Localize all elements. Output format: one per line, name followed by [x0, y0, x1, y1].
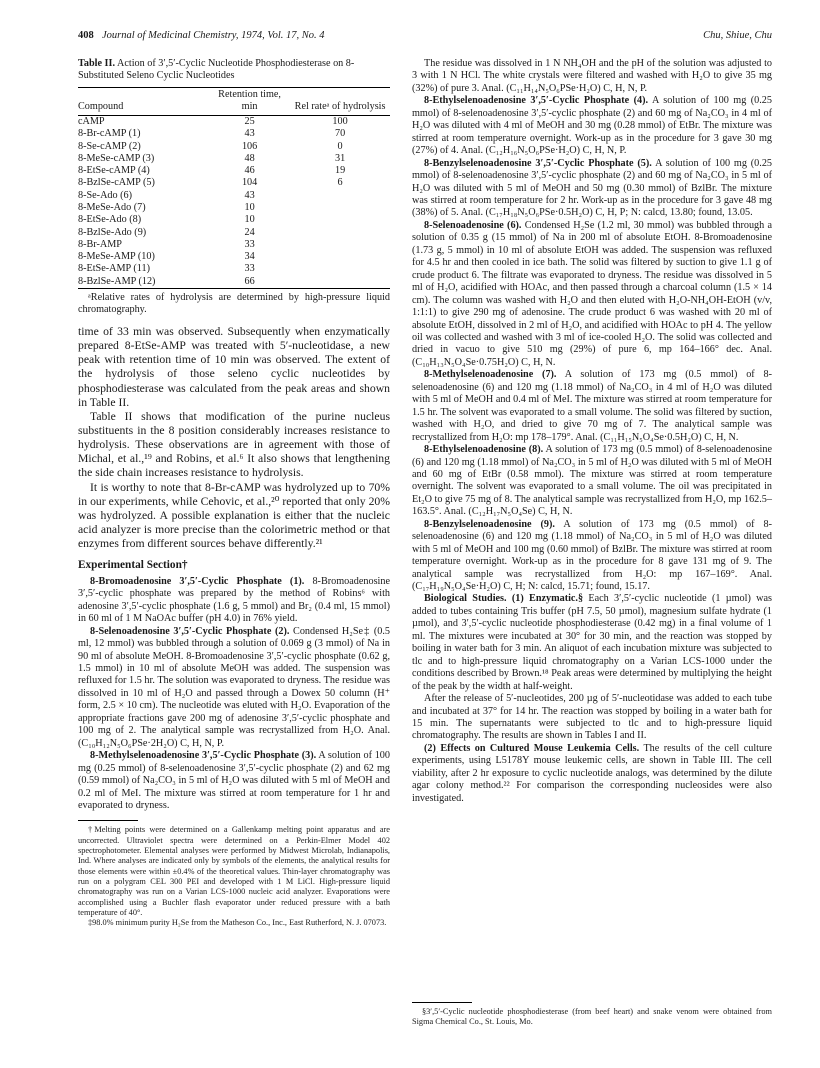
paragraph-text: Each 3′,5′-cyclic nucleotide (1 µmol) was added to tubes containing Tris buffer (pH 7.5, 50 µmol), magnesium sulfate hydrate (1 µmol), and 3′,5′-cyclic nucleotide phosphodiesterase (0.42 mg) in a final volume of 1 ml. The mixtures were incubated at 30° for 30 min, and the reaction was stopped by boiling in water bath for 3 min. An aliquot of each incubation mixture was subjected to tlc and to high-pressure liquid chromatography on a Varian LCS-1000 under the conditions described by Brown.¹⁸ Peak areas were determined by multiplying the height of the peak by the width at half-weight.: [412, 593, 772, 692]
cell-compound: 8-MeSe-Ado (7): [78, 201, 146, 213]
page-number: 408: [78, 30, 94, 41]
cell-retention-time: 24: [244, 226, 255, 238]
cell-retention-time: 43: [244, 128, 255, 140]
paragraph-heading: 8-Methylselenoadenosine 3′,5′-Cyclic Phosphate (3).: [90, 750, 317, 762]
cell-retention-time: 10: [244, 201, 255, 213]
footnote-rule: [412, 1002, 472, 1003]
cell-compound: 8-BzlSe-cAMP (5): [78, 177, 155, 189]
paragraph-heading: 8-Selenoadenosine 3′,5′-Cyclic Phosphate (2).: [90, 625, 290, 637]
body-paragraph: Table II shows that modification of the purine nucleus substituents in the 8 position considerably increases resistance to hydrolysis. These observations are in agreement with those of Michal, et al.,¹⁹ and Robins, et al.⁶ It also shows that lengthening the side chain increases resistance to hydrolysis.: [78, 409, 390, 480]
table-header-retention: Retention time, min: [209, 87, 290, 115]
cell-retention-time: 104: [241, 177, 258, 189]
experimental-paragraph: [78, 576, 390, 626]
cell-rel-rate: [290, 239, 390, 251]
paragraph-text: A solution of 173 mg (0.5 mmol) of 8-selenoadenosine (6) and 120 mg (1.18 mmol) of Na₂CO₃ in 5 ml of H₂O was diluted with 5 ml of MeOH and 100 mg (0.60 mmol) of BzlBr. The mixture was stirred at room temperature overnight. Work-up as in the procedure for 8 gave 131 mg of 9. The analytical sample was recrystallized from H₂O: mp 167–169°. Anal. (C₁₇H₁₉N₅O₄Se·H₂O) C, H; N: calcd, 15.71; found, 15.17.: [412, 518, 772, 593]
paragraph-heading: Biological Studies. (1) Enzymatic.§: [424, 593, 584, 605]
cell-rel-rate: 19: [334, 165, 346, 177]
paragraph-text: The results of the cell culture experiments, using L5178Y mouse leukemic cells, are shown in Table III. The cell viability, after 2 hr exposure to cyclic nucleotide analogs, was determined by the dilute agar colony method.²² For comparison the corresponding nucleosides were also investigated.: [412, 742, 772, 804]
cell-retention-time: 25: [244, 115, 255, 127]
paragraph-text: The residue was dissolved in 1 N NH₄OH and the pH of the solution was adjusted to 3 with 1 N HCl. The white crystals were filtered and washed with H₂O to give 35 mg (32%) of pure 3. Anal. (C₁₁H₁₄N₅O₆PSe·H₂O) C, H, N, P.: [412, 58, 772, 94]
body-paragraph: time of 33 min was observed. Subsequently when enzymatically prepared 8-EtSe-AMP was treated with 5′-nucleotidase, a new peak with retention time of 10 min was observed. The extent of the hydrolysis of those seleno cyclic nucleotides by phosphodiesterase was calculated from the peak areas and shown in Table II.: [78, 324, 390, 409]
cell-compound: cAMP: [78, 115, 105, 127]
paragraph-text: A solution of 173 mg (0.5 mmol) of 8-selenoadenosine (6) and 120 mg (1.18 mmol) of Na₂CO₃ in 5 ml of H₂O was diluted with 5 ml of MeOH and 60 mg of EtBr (0.58 mmol). The mixture was stirred at room temperature overnight. The solvent was evaporated to a small volume. The oil was precipitated in Et₂O to give 75 mg of 8. The analytical sample was recrystallized from H₂O, mp 162.5–163.5°. Anal. (C₁₂H₁₇N₅O₄Se) C, H, N.: [412, 444, 773, 518]
cell-compound: 8-Br-cAMP (1): [78, 128, 141, 140]
cell-rel-rate: [290, 214, 390, 226]
cell-rel-rate: [290, 202, 390, 214]
cell-rel-rate: 70: [334, 128, 346, 140]
paragraph-text: 8-Bromoadenosine 3′,5′-cyclic phosphate was prepared by the method of Robins⁶ with adenosine 3′,5′-cyclic phosphate (1.6 g, 5 mmol) and Br₂ (0.4 ml, 15 mmol) in 60 ml of 1 M NaOAc buffer (pH 4.0) in 76% yield.: [78, 575, 390, 625]
table-row: [78, 153, 390, 165]
paragraph-heading: 8-Selenoadenosine (6).: [424, 219, 522, 231]
cell-compound: 8-MeSe-cAMP (3): [78, 152, 155, 164]
experimental-paragraph: [412, 95, 772, 157]
experimental-paragraph: [78, 626, 390, 751]
paragraph-heading: 8-Methylselenoadenosine (7).: [424, 369, 557, 381]
experimental-paragraph: [412, 593, 772, 693]
table-row: [78, 202, 390, 214]
table-row: [78, 214, 390, 226]
cell-rel-rate: [290, 251, 390, 263]
cell-rel-rate: 6: [337, 177, 343, 189]
cell-retention-time: 46: [244, 165, 255, 177]
footnote: †Melting points were determined on a Gallenkamp melting point apparatus and are uncorrected. Ultraviolet spectra were determined on a Perkin-Elmer Model 402 spectrophotometer. Elemental analyses were performed by Midwest Microlab, Indianapolis, Ind. Where analyses are indicated only by symbols of the elements, the analytical results for those elements were within ±0.4% of the theoretical values. Thin-layer chromatography was run on a polygram CEL 300 PEI and developed with 1 M LiCl. High-pressure liquid chromatography was run on a Varian LCS-1000 nucleic acid analyzer. Evaporations were accomplished using a Buchler flash evaporator under reduced pressure with a bath temperature of 40°.: [78, 825, 390, 917]
paragraph-heading: 8-Ethylselenoadenosine 3′,5′-Cyclic Phosphate (4).: [424, 95, 649, 107]
paragraph-heading: 8-Benzylselenoadenosine (9).: [424, 518, 555, 530]
cell-rel-rate: 0: [337, 140, 343, 152]
footnote: §3′,5′-Cyclic nucleotide phosphodiesterase (from beef heart) and snake venom were obtained from Sigma Chemical Co., St. Louis, Mo.: [412, 1007, 772, 1027]
cell-compound: 8-Se-Ado (6): [78, 189, 133, 201]
experimental-paragraph: [412, 444, 772, 519]
paragraph-text: A solution of 100 mg (0.25 mmol) of 8-selenoadenosine 3′,5′-cyclic phosphate (2) and 60 mg of Na₂CO₃ in 5 ml of H₂O was diluted with 5 ml of MeOH and 50 mg (0.30 mmol) of BzlBr. The mixture was stirred at room temperature for 2 hr. Work-up as in the procedure for 3 gave 48 mg (38%) of 5. Anal. (C₁₇H₁₈N₅O₆PSe·0.5H₂O) C, H, P; N: calcd, 13.80; found, 13.05.: [412, 157, 773, 219]
experimental-left: [78, 576, 390, 813]
paragraph-heading: 8-Bromoadenosine 3′,5′-Cyclic Phosphate (1).: [90, 575, 305, 587]
cell-retention-time: 34: [244, 251, 255, 263]
cell-compound: 8-BzlSe-AMP (12): [78, 275, 156, 287]
cell-rel-rate: 31: [334, 152, 346, 164]
cell-rel-rate: 100: [332, 115, 348, 127]
table-header-rate: Rel rateᵃ of hydrolysis: [290, 87, 390, 115]
cell-rel-rate: [290, 276, 390, 289]
running-header: [78, 30, 772, 44]
running-authors: Chu, Shiue, Chu: [703, 30, 772, 41]
left-column: [78, 58, 390, 928]
cell-retention-time: 48: [244, 152, 255, 164]
table-header-compound: Compound: [78, 87, 209, 115]
cell-rel-rate: [290, 227, 390, 239]
cell-compound: 8-MeSe-AMP (10): [78, 251, 155, 263]
table-row: [78, 190, 390, 202]
table-body: [78, 115, 390, 288]
paragraph-text: After the release of 5′-nucleotides, 200 µg of 5′-nucleotidase was added to each tube and incubated at 37° for 14 hr. The reaction was stopped by boiling in a water bath for 15 min. The supernatants were subjected to tlc and to high-pressure liquid chromatography. The results are shown in Tables I and II.: [412, 693, 772, 742]
table-footnote: ᵃRelative rates of hydrolysis are determined by high-pressure liquid chromatography.: [78, 292, 390, 316]
table-row: [78, 115, 390, 128]
data-table: [78, 87, 390, 289]
experimental-paragraph: [412, 58, 772, 95]
experimental-right: [412, 58, 772, 805]
paragraph-heading: 8-Ethylselenoadenosine (8).: [424, 444, 544, 456]
cell-retention-time: 43: [244, 189, 255, 201]
experimental-paragraph: [412, 369, 772, 444]
experimental-paragraph: [412, 158, 772, 220]
cell-retention-time: 33: [244, 238, 255, 250]
footnote-right-block: [412, 994, 772, 1028]
paragraph-heading: 8-Benzylselenoadenosine 3′,5′-Cyclic Phosphate (5).: [424, 157, 652, 169]
cell-compound: 8-BzlSe-Ado (9): [78, 226, 147, 238]
table-row: [78, 239, 390, 251]
cell-compound: 8-Se-cAMP (2): [78, 140, 141, 152]
paragraph-text: A solution of 100 mg (0.25 mmol) of 8-selenoadenosine 3′,5′-cyclic phosphate (2) and 60 mg of Na₂CO₃ in 4 ml of H₂O was diluted with 4 ml of MeOH and 30 mg (0.28 mmol) of EtBr. The mixture was stirred at room temperature overnight. Work-up as in the procedure for 3 gave 30 mg (27%) of 4. Anal. (C₁₂H₁₆N₅O₆PSe·H₂O) C, H, N, P.: [412, 95, 772, 157]
table-caption: Table II. Action of 3′,5′-Cyclic Nucleotide Phosphodiesterase on 8-Substituted Seleno Cyclic Nucleotides: [78, 58, 355, 82]
table-row: [78, 128, 390, 140]
cell-compound: 8-EtSe-AMP (11): [78, 263, 150, 275]
right-column: [412, 58, 772, 805]
cell-compound: 8-EtSe-Ado (8): [78, 214, 142, 226]
cell-compound: 8-Br-AMP: [78, 238, 122, 250]
experimental-paragraph: [412, 220, 772, 369]
experimental-paragraph: [412, 519, 772, 594]
section-heading: Experimental Section†: [78, 559, 188, 572]
table-row: [78, 263, 390, 275]
journal-citation: Journal of Medicinal Chemistry, 1974, Vol. 17, No. 4: [102, 30, 325, 41]
paragraph-text: A solution of 100 mg (0.25 mmol) of 8-selenoadenosine 3′,5′-cyclic phosphate (2) and 62 mg (0.59 mmol) of Na₂CO₃ in 5 ml of H₂O was diluted with 5 ml of MeOH and 0.2 ml of MeI. The mixture was stirred at room temperature for 1 hr and evaporated to dryness.: [78, 750, 390, 811]
cell-retention-time: 10: [244, 214, 255, 226]
cell-retention-time: 33: [244, 263, 255, 275]
footnote: ‡98.0% minimum purity H₂Se from the Matheson Co., Inc., East Rutherford, N. J. 07073.: [88, 918, 387, 928]
cell-retention-time: 106: [241, 140, 258, 152]
footnotes-left: [78, 825, 390, 928]
paragraph-heading: (2) Effects on Cultured Mouse Leukemia Cells.: [424, 742, 640, 754]
cell-rel-rate: [290, 263, 390, 275]
body-paragraph: It is worthy to note that 8-Br-cAMP was hydrolyzed up to 70% in our experiments, while Cehovic, et al.,²⁰ reported that only 20% was hydrolyzed. A possible explanation is either that the nucleic acid analyzer is more precise than the colorimetric method or that enzymes from different sources behave differently.²¹: [78, 480, 390, 551]
experimental-paragraph: [412, 693, 772, 743]
table-row: [78, 276, 390, 289]
table-row: [78, 165, 390, 177]
paragraph-text: Condensed H₂Se (1.2 ml, 30 mmol) was bubbled through a solution of 0.35 g (15 mmol) of Na in 200 ml of absolute EtOH. 8-Bromoadenosine (1.73 g, 5 mmol) in 10 ml of absolute EtOH was added. The suspension was refluxed for 4.5 hr and then cooled in ice bath. The solid was filtered by suction to give 1.1 g of crude product 6. The filtrate was evaporated to dryness. The residue was dissolved in 5 ml of H₂O, acidified with HOAc, and then passed through a charcoal column (1.5 × 14 cm). The column was washed with H₂O and then eluted with H₂O-NH₄OH-EtOH (v/v, 1:1:1) to give 290 mg of adenosine. The crude product 6 was washed with 20 ml of absolute EtOH, dissolved in 2 ml of H₂O, and acidified with HOAc to pH 4. The yellow oil was collected and washed with 3 ml of ice-cooled H₂O. The solid was collected and dried in vacuo to give 510 mg (29%) of pure 6, mp 164–166° dec. Anal. (C₁₀H₁₃N₅O₄Se·0.75H₂O) C, H, N.: [412, 219, 772, 368]
experimental-paragraph: [412, 743, 772, 805]
cell-retention-time: 66: [244, 275, 255, 287]
table-row: [78, 251, 390, 263]
table-header-row: [78, 87, 390, 115]
paragraph-text: A solution of 173 mg (0.5 mmol) of 8-selenoadenosine (6) and 120 mg (1.18 mmol) of Na₂CO₃ in 4 ml of H₂O was diluted with 5 ml of MeOH and 0.4 ml of MeI. The mixture was stirred at room temperature for 1.5 hr. The solvent was evaporated to a small volume. The solid was filtered by suction, washed with H₂O, and dried to give 70 mg of 7. The analytical sample was recrystallized from H₂O: mp 178–179°. Anal. (C₁₁H₁₅N₅O₄Se·0.5H₂O) C, H, N.: [412, 369, 772, 443]
paragraph-text: Condensed H₂Se‡ (0.5 ml, 12 mmol) was bubbled through a solution of 0.069 g (3 mmol) of Na in 90 ml of absolute MeOH. 8-Bromoadenosine 3′,5′-cyclic phosphate (0.62 g, 1.5 mmol) in 10 ml of absolute MeOH was added. The suspension was refluxed for 1.5 hr. The solution was evaporated to dryness. The residue was dissolved in 10 ml of H₂O and passed through a Dowex 50 column (H⁺ form, 2.5 × 10 cm). The nucleotide was eluted with H₂O. Evaporation of the appropriate fractions gave 200 mg of adenosine 3′,5′-cyclic phosphate and 100 mg of 2. The analytical sample was recrystallized from H₂O. Anal. (C₁₀H₁₂N₅O₆PSe·2H₂O) C, H, N, P.: [78, 625, 390, 749]
table-row: [78, 177, 390, 189]
cell-rel-rate: [290, 190, 390, 202]
cell-compound: 8-EtSe-cAMP (4): [78, 165, 150, 177]
experimental-paragraph: [78, 750, 390, 812]
table-row: [78, 141, 390, 153]
footnote-rule: [78, 820, 138, 821]
table-row: [78, 227, 390, 239]
